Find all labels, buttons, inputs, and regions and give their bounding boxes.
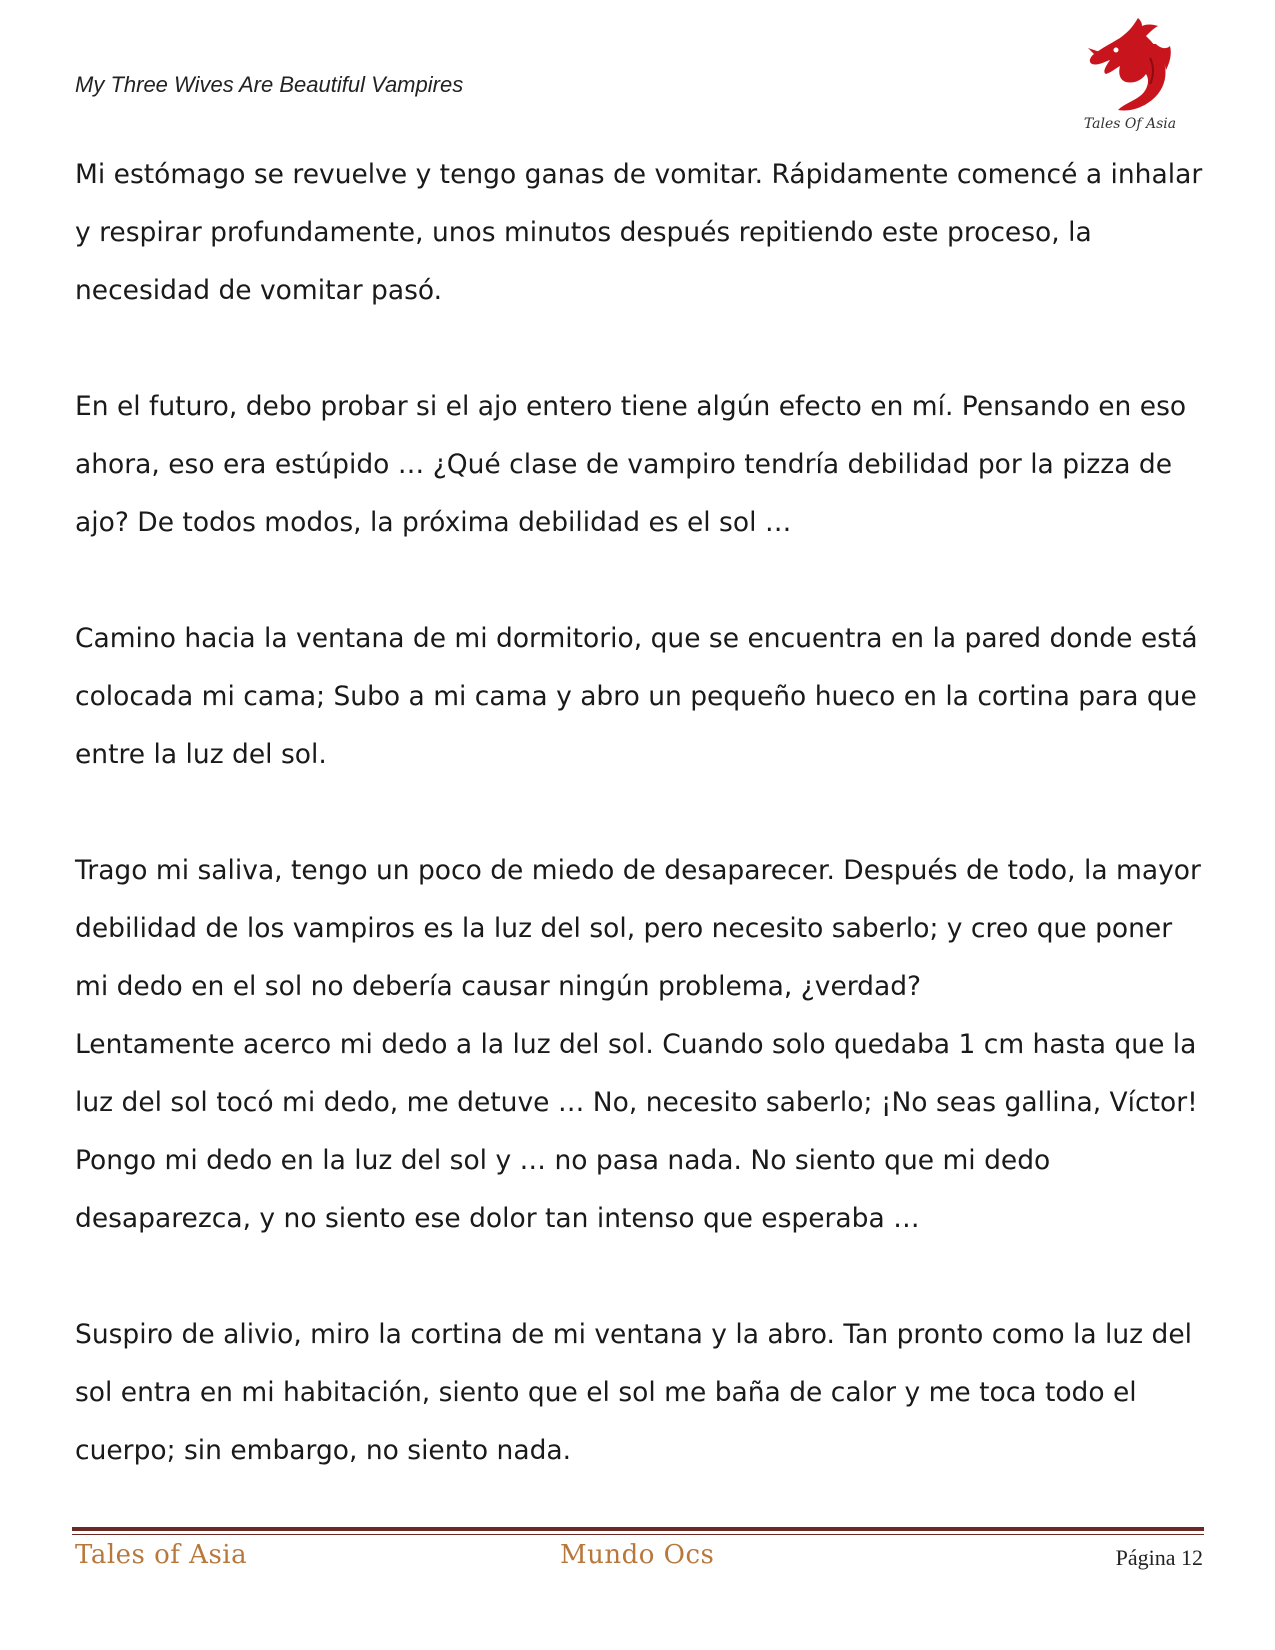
red-dragon-icon [1080, 14, 1180, 118]
paragraph: Camino hacia la ventana de mi dormitorio, que se encuentra en la pared donde está colocada mi cama; Subo a mi cama y abro un pequeño hueco en la cortina para que entre la luz del sol. [75, 623, 1198, 770]
footer-publisher: Tales of Asia [75, 1540, 248, 1570]
footer-divider-thin [72, 1534, 1204, 1535]
paragraph: Pongo mi dedo en la luz del sol y … no pasa nada. No siento que mi dedo desaparezca, y no siento ese dolor tan intenso que esperaba … [75, 1145, 1051, 1234]
footer-translator: Mundo Ocs [560, 1540, 715, 1570]
document-title: My Three Wives Are Beautiful Vampires [75, 72, 464, 97]
body-text [75, 146, 1210, 1480]
paragraph: Mi estómago se revuelve y tengo ganas de vomitar. Rápidamente comencé a inhalar y respirar profundamente, unos minutos después repitiendo este proceso, la necesidad de vomitar pasó. [75, 159, 1203, 306]
logo-text: Tales Of Asia [1083, 116, 1177, 132]
paragraph: Trago mi saliva, tengo un poco de miedo de desaparecer. Después de todo, la mayor debilidad de los vampiros es la luz del sol, pero necesito saberlo; y creo que poner mi dedo en el sol no debería causar ningún problema, ¿verdad? [75, 855, 1201, 1002]
page-number: Página 12 [1115, 1545, 1203, 1570]
paragraph: Suspiro de alivio, miro la cortina de mi ventana y la abro. Tan pronto como la luz del sol entra en mi habitación, siento que el sol me baña de calor y me toca todo el cuerpo; sin embargo, no siento nada. [75, 1319, 1192, 1466]
paragraph: Lentamente acerco mi dedo a la luz del sol. Cuando solo quedaba 1 cm hasta que la luz del sol tocó mi dedo, me detuve … No, necesito saberlo; ¡No seas gallina, Víctor! [75, 1029, 1198, 1118]
footer-divider [72, 1527, 1204, 1531]
logo [1080, 14, 1180, 138]
paragraph: En el futuro, debo probar si el ajo entero tiene algún efecto en mí. Pensando en eso ahora, eso era estúpido … ¿Qué clase de vampiro tendría debilidad por la pizza de ajo? De todos modos, la próxima debilidad es el sol … [75, 391, 1187, 538]
